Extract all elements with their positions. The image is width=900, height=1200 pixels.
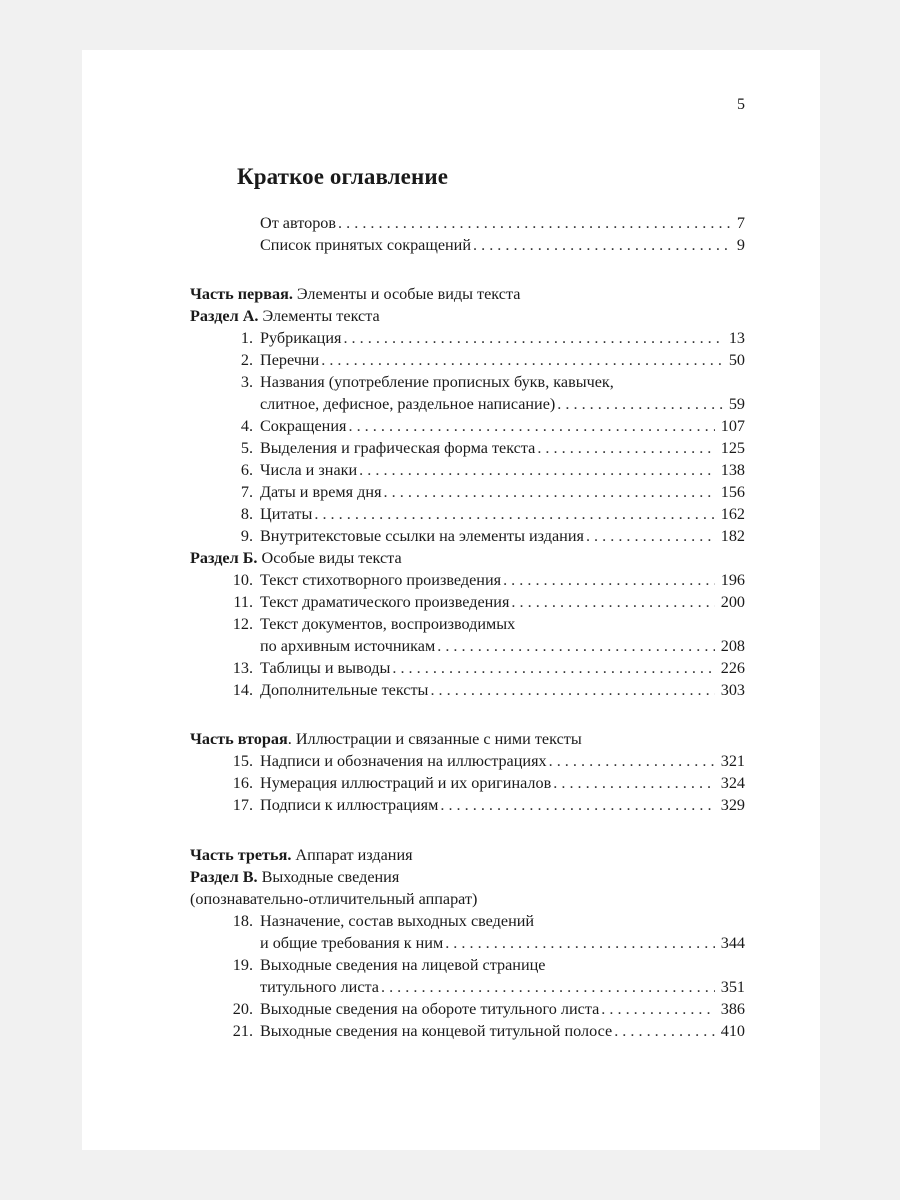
toc-entry-from-authors[interactable]	[260, 212, 745, 234]
leader-dots	[384, 481, 715, 503]
toc-entry-label: Выходные сведения на лицевой странице	[260, 956, 546, 974]
toc-entry-page: 156	[720, 483, 745, 501]
toc-entry-number: 18.	[232, 912, 253, 930]
toc-entry-label: Даты и время дня	[260, 483, 382, 501]
toc-entry-label: Список принятых сокращений	[260, 236, 471, 254]
toc-entry-page: 125	[720, 439, 745, 457]
toc-entry-page: 9	[736, 236, 745, 254]
toc-entry-label: Выходные сведения на обороте титульного листа	[260, 1000, 600, 1018]
section-heading-b	[190, 547, 402, 569]
toc-entry-number: 1.	[240, 329, 253, 347]
toc-entry-label: Выделения и графическая форма текста	[260, 439, 536, 457]
toc-entry-number: 20.	[232, 1000, 253, 1018]
leader-dots	[503, 569, 715, 591]
toc-entry-page: 7	[736, 214, 745, 232]
toc-entry-label: Дополнительные тексты	[260, 681, 429, 699]
leader-dots	[557, 393, 723, 415]
leader-dots	[586, 525, 715, 547]
leader-dots	[359, 459, 715, 481]
toc-entry-2[interactable]	[223, 349, 745, 371]
toc-entry-3-line2[interactable]	[260, 393, 745, 415]
toc-entry-number: 19.	[232, 956, 253, 974]
page-title: Краткое оглавление	[237, 164, 449, 189]
toc-entry-page: 200	[720, 593, 745, 611]
toc-entry-number: 6.	[240, 461, 253, 479]
part-heading-text: Аппарат издания	[291, 846, 413, 864]
toc-entry-page: 208	[720, 637, 745, 655]
toc-entry-number: 3.	[240, 373, 253, 391]
toc-entry-number: 10.	[232, 571, 253, 589]
section-heading-a	[190, 305, 380, 327]
section-heading-text: Элементы текста	[258, 307, 380, 325]
section-subheading-v: (опознавательно-отличительный аппарат)	[190, 890, 478, 908]
toc-entry-label: Подписи к иллюстрациям	[260, 796, 439, 814]
leader-dots	[381, 976, 715, 998]
toc-entry-label-continued: по архивным источникам	[260, 637, 436, 655]
toc-entry-label-continued: титульного листа	[260, 978, 379, 996]
toc-entry-number: 5.	[240, 439, 253, 457]
toc-entry-18-line2[interactable]	[260, 932, 745, 954]
part-heading-bold: Часть вторая	[190, 730, 288, 748]
toc-entry-6[interactable]	[223, 459, 745, 481]
leader-dots	[321, 349, 723, 371]
toc-entry-number: 21.	[232, 1022, 253, 1040]
toc-entry-label: Перечни	[260, 351, 320, 369]
toc-entry-label: От авторов	[260, 214, 337, 232]
toc-entry-number: 13.	[232, 659, 253, 677]
part-heading-bold: Часть третья.	[190, 846, 292, 864]
toc-entry-page: 50	[728, 351, 745, 369]
toc-entry-3-line1[interactable]	[223, 371, 745, 393]
toc-entry-label: Выходные сведения на концевой титульной полосе	[260, 1022, 613, 1040]
toc-entry-number: 14.	[232, 681, 253, 699]
toc-entry-1[interactable]	[223, 327, 745, 349]
toc-entry-21[interactable]	[223, 1020, 745, 1042]
toc-entry-page: 162	[720, 505, 745, 523]
toc-entry-label: Текст документов, воспроизводимых	[260, 615, 516, 633]
toc-entry-page: 329	[720, 796, 745, 814]
toc-entry-8[interactable]	[223, 503, 745, 525]
toc-entry-label: Текст стихотворного произведения	[260, 571, 502, 589]
book-page	[82, 50, 820, 1150]
leader-dots	[473, 234, 731, 256]
leader-dots	[614, 1020, 715, 1042]
toc-entry-11[interactable]	[223, 591, 745, 613]
part-heading-3	[190, 844, 413, 866]
toc-entry-19-line2[interactable]	[260, 976, 745, 998]
toc-entry-4[interactable]	[223, 415, 745, 437]
leader-dots	[601, 998, 714, 1020]
section-heading-text: Особые виды текста	[257, 549, 402, 567]
part-heading-text: . Иллюстрации и связанные с ними тексты	[287, 730, 582, 748]
toc-entry-12-line2[interactable]	[260, 635, 745, 657]
toc-entry-number: 12.	[232, 615, 253, 633]
toc-entry-label-continued: и общие требования к ним	[260, 934, 444, 952]
toc-entry-label: Назначение, состав выходных сведений	[260, 912, 535, 930]
toc-entry-number: 16.	[232, 774, 253, 792]
leader-dots	[437, 635, 715, 657]
leader-dots	[445, 932, 715, 954]
toc-entry-13[interactable]	[223, 657, 745, 679]
toc-entry-number: 11.	[233, 593, 253, 611]
toc-entry-16[interactable]	[223, 772, 745, 794]
toc-entry-label: Нумерация иллюстраций и их оригиналов	[260, 774, 552, 792]
section-heading-bold: Раздел А.	[190, 307, 259, 325]
page-number: 5	[737, 96, 745, 113]
toc-entry-label: Таблицы и выводы	[260, 659, 391, 677]
toc-entry-page: 196	[720, 571, 745, 589]
toc-entry-14[interactable]	[223, 679, 745, 701]
toc-entry-number: 7.	[240, 483, 253, 501]
toc-entry-page: 410	[720, 1022, 745, 1040]
section-heading-bold: Раздел В.	[190, 868, 258, 886]
toc-entry-5[interactable]	[223, 437, 745, 459]
toc-entry-page: 13	[728, 329, 745, 347]
section-heading-text: Выходные сведения	[257, 868, 400, 886]
toc-entry-page: 324	[720, 774, 745, 792]
leader-dots	[348, 415, 714, 437]
toc-entry-number: 4.	[240, 417, 253, 435]
leader-dots	[440, 794, 714, 816]
leader-dots	[338, 212, 731, 234]
toc-entry-number: 9.	[240, 527, 253, 545]
toc-entry-page: 59	[728, 395, 745, 413]
leader-dots	[537, 437, 714, 459]
part-heading-2	[190, 728, 582, 750]
leader-dots	[553, 772, 714, 794]
toc-entry-20[interactable]	[223, 998, 745, 1020]
toc-entry-15[interactable]	[223, 750, 745, 772]
toc-entry-label: Текст драматического произведения	[260, 593, 510, 611]
toc-entry-number: 2.	[240, 351, 253, 369]
toc-entry-9[interactable]	[223, 525, 745, 547]
leader-dots	[343, 327, 722, 349]
toc-entry-label: Внутритекстовые ссылки на элементы издания	[260, 527, 584, 545]
toc-entry-label: Цитаты	[260, 505, 313, 523]
toc-entry-page: 226	[720, 659, 745, 677]
toc-entry-number: 8.	[240, 505, 253, 523]
toc-entry-page: 321	[720, 752, 745, 770]
toc-entry-label: Надписи и обозначения на иллюстрациях	[260, 752, 547, 770]
leader-dots	[430, 679, 714, 701]
toc-entry-7[interactable]	[223, 481, 745, 503]
toc-entry-page: 386	[720, 1000, 745, 1018]
toc-entry-page: 138	[720, 461, 745, 479]
toc-entry-10[interactable]	[223, 569, 745, 591]
part-heading-1	[190, 283, 520, 305]
leader-dots	[392, 657, 714, 679]
toc-entry-abbreviations-list[interactable]	[260, 234, 745, 256]
toc-entry-19-line1[interactable]	[223, 954, 745, 976]
toc-entry-label: Рубрикация	[260, 329, 342, 347]
toc-entry-number: 17.	[232, 796, 253, 814]
toc-entry-page: 351	[720, 978, 745, 996]
toc-entry-label-continued: слитное, дефисное, раздельное написание)	[260, 395, 556, 413]
toc-entry-label: Названия (употребление прописных букв, кавычек,	[260, 373, 614, 391]
leader-dots	[549, 750, 715, 772]
toc-entry-page: 344	[720, 934, 745, 952]
part-heading-bold: Часть первая.	[190, 285, 293, 303]
toc-entry-number: 15.	[232, 752, 253, 770]
toc-entry-18-line1[interactable]	[223, 910, 745, 932]
toc-entry-17[interactable]	[223, 794, 745, 816]
toc-entry-page: 107	[720, 417, 745, 435]
part-heading-text: Элементы и особые виды текста	[292, 285, 521, 303]
toc-entry-label: Сокращения	[260, 417, 347, 435]
toc-entry-label: Числа и знаки	[260, 461, 358, 479]
leader-dots	[511, 591, 714, 613]
toc-entry-12-line1[interactable]	[223, 613, 745, 635]
toc-entry-page: 182	[720, 527, 745, 545]
section-heading-bold: Раздел Б.	[190, 549, 258, 567]
toc-entry-page: 303	[720, 681, 745, 699]
section-heading-v	[190, 866, 399, 888]
leader-dots	[314, 503, 714, 525]
